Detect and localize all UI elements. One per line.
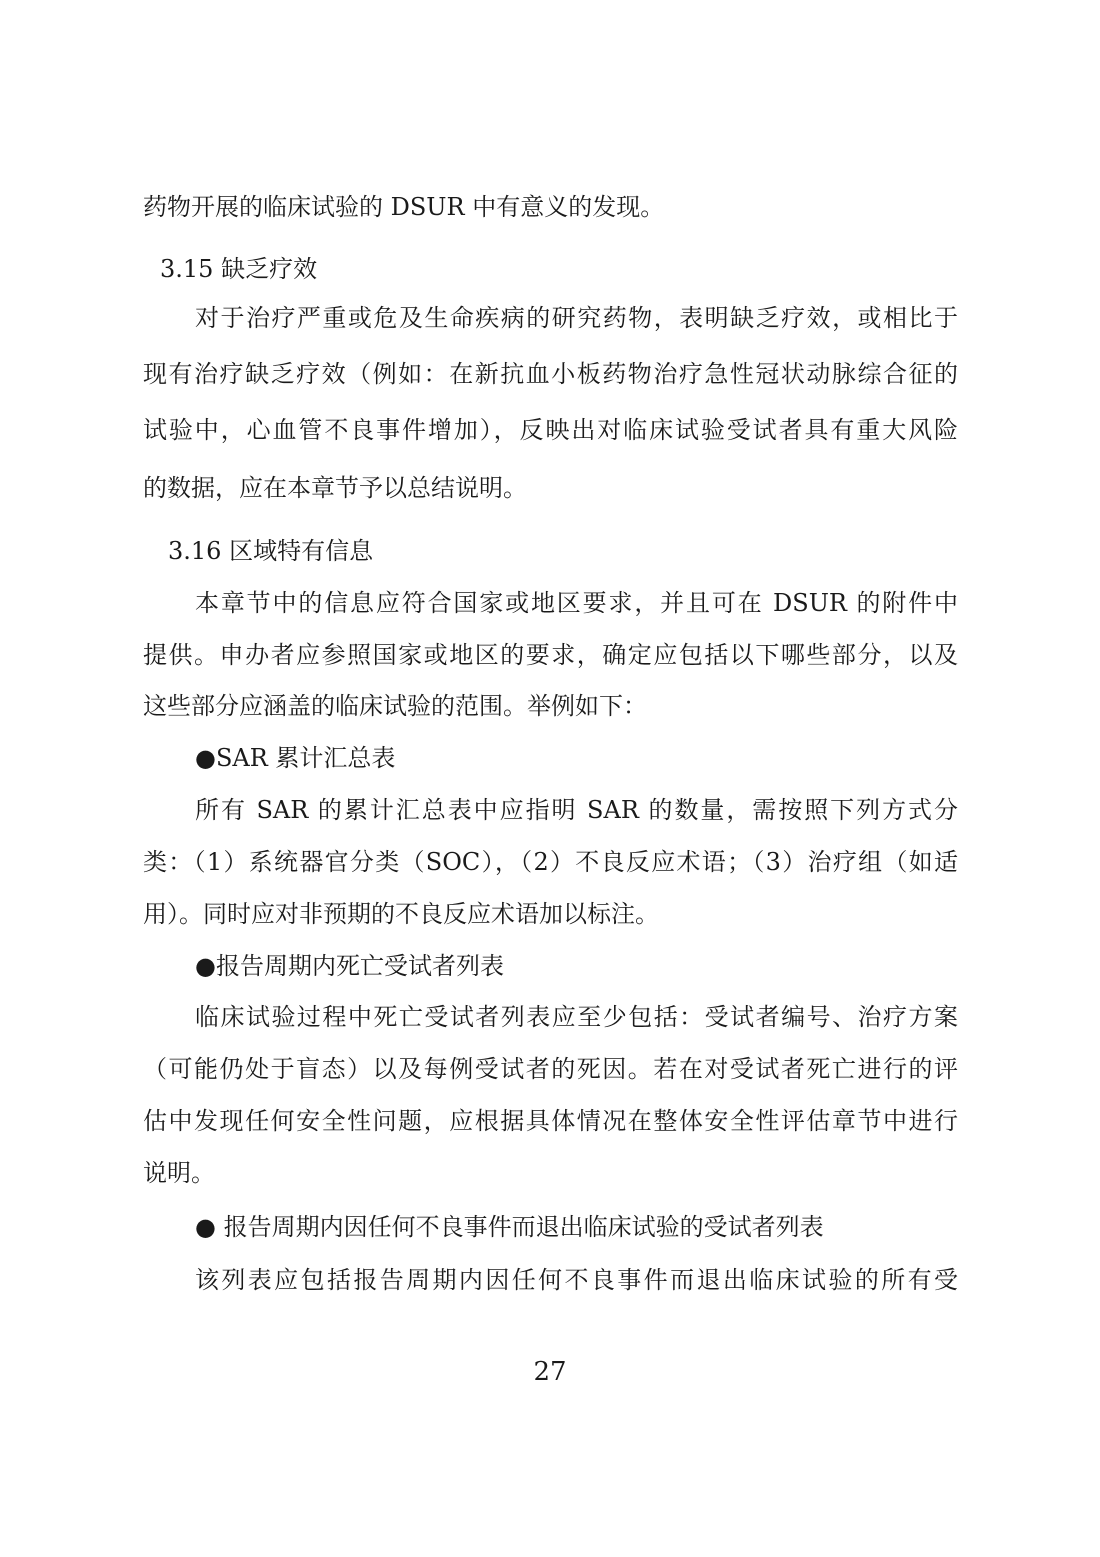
section-3-15-body-line-3: 试验中，心血管不良事件增加），反映出对临床试验受试者具有重大风险 [143, 416, 958, 444]
section-3-15-body-line-4: 的数据，应在本章节予以总结说明。 [143, 474, 527, 502]
bullet-deaths-line-4: 说明。 [143, 1159, 215, 1187]
section-3-15-body-line-2: 现有治疗缺乏疗效（例如：在新抗血小板药物治疗急性冠状动脉综合征的 [143, 360, 958, 388]
section-3-16-intro-line-1: 本章节中的信息应符合国家或地区要求，并且可在 DSUR 的附件中 [195, 589, 958, 617]
bullet-sar-line-2: 类：（1）系统器官分类（SOC），（2）不良反应术语；（3）治疗组（如适 [143, 848, 958, 876]
section-3-15-body-line-1: 对于治疗严重或危及生命疾病的研究药物，表明缺乏疗效，或相比于 [195, 304, 958, 332]
page-number: 27 [533, 1357, 567, 1387]
section-3-16-intro-line-2: 提供。申办者应参照国家或地区的要求，确定应包括以下哪些部分，以及 [143, 641, 958, 669]
bullet-deaths-line-1: 临床试验过程中死亡受试者列表应至少包括：受试者编号、治疗方案 [195, 1003, 958, 1031]
section-3-16-heading: 3.16 区域特有信息 [168, 537, 374, 565]
paragraph-3-14-tail-line-1: 药物开展的临床试验的 DSUR 中有意义的发现。 [143, 193, 665, 221]
bullet-sar-line-1: 所有 SAR 的累计汇总表中应指明 SAR 的数量，需按照下列方式分 [195, 796, 958, 824]
bullet-sar-title: ●SAR 累计汇总表 [195, 744, 396, 772]
section-3-15-heading: 3.15 缺乏疗效 [160, 255, 318, 283]
bullet-deaths-line-2: （可能仍处于盲态）以及每例受试者的死因。若在对受试者死亡进行的评 [143, 1055, 958, 1083]
bullet-deaths-line-3: 估中发现任何安全性问题，应根据具体情况在整体安全性评估章节中进行 [143, 1107, 958, 1135]
section-3-16-intro-line-3: 这些部分应涵盖的临床试验的范围。举例如下： [143, 692, 647, 720]
bullet-withdrawals-line-1: 该列表应包括报告周期内因任何不良事件而退出临床试验的所有受 [195, 1266, 958, 1294]
bullet-withdrawals-title: ● 报告周期内因任何不良事件而退出临床试验的受试者列表 [195, 1213, 824, 1241]
bullet-sar-line-3: 用）。同时应对非预期的不良反应术语加以标注。 [143, 900, 659, 928]
bullet-deaths-title: ●报告周期内死亡受试者列表 [195, 952, 504, 980]
